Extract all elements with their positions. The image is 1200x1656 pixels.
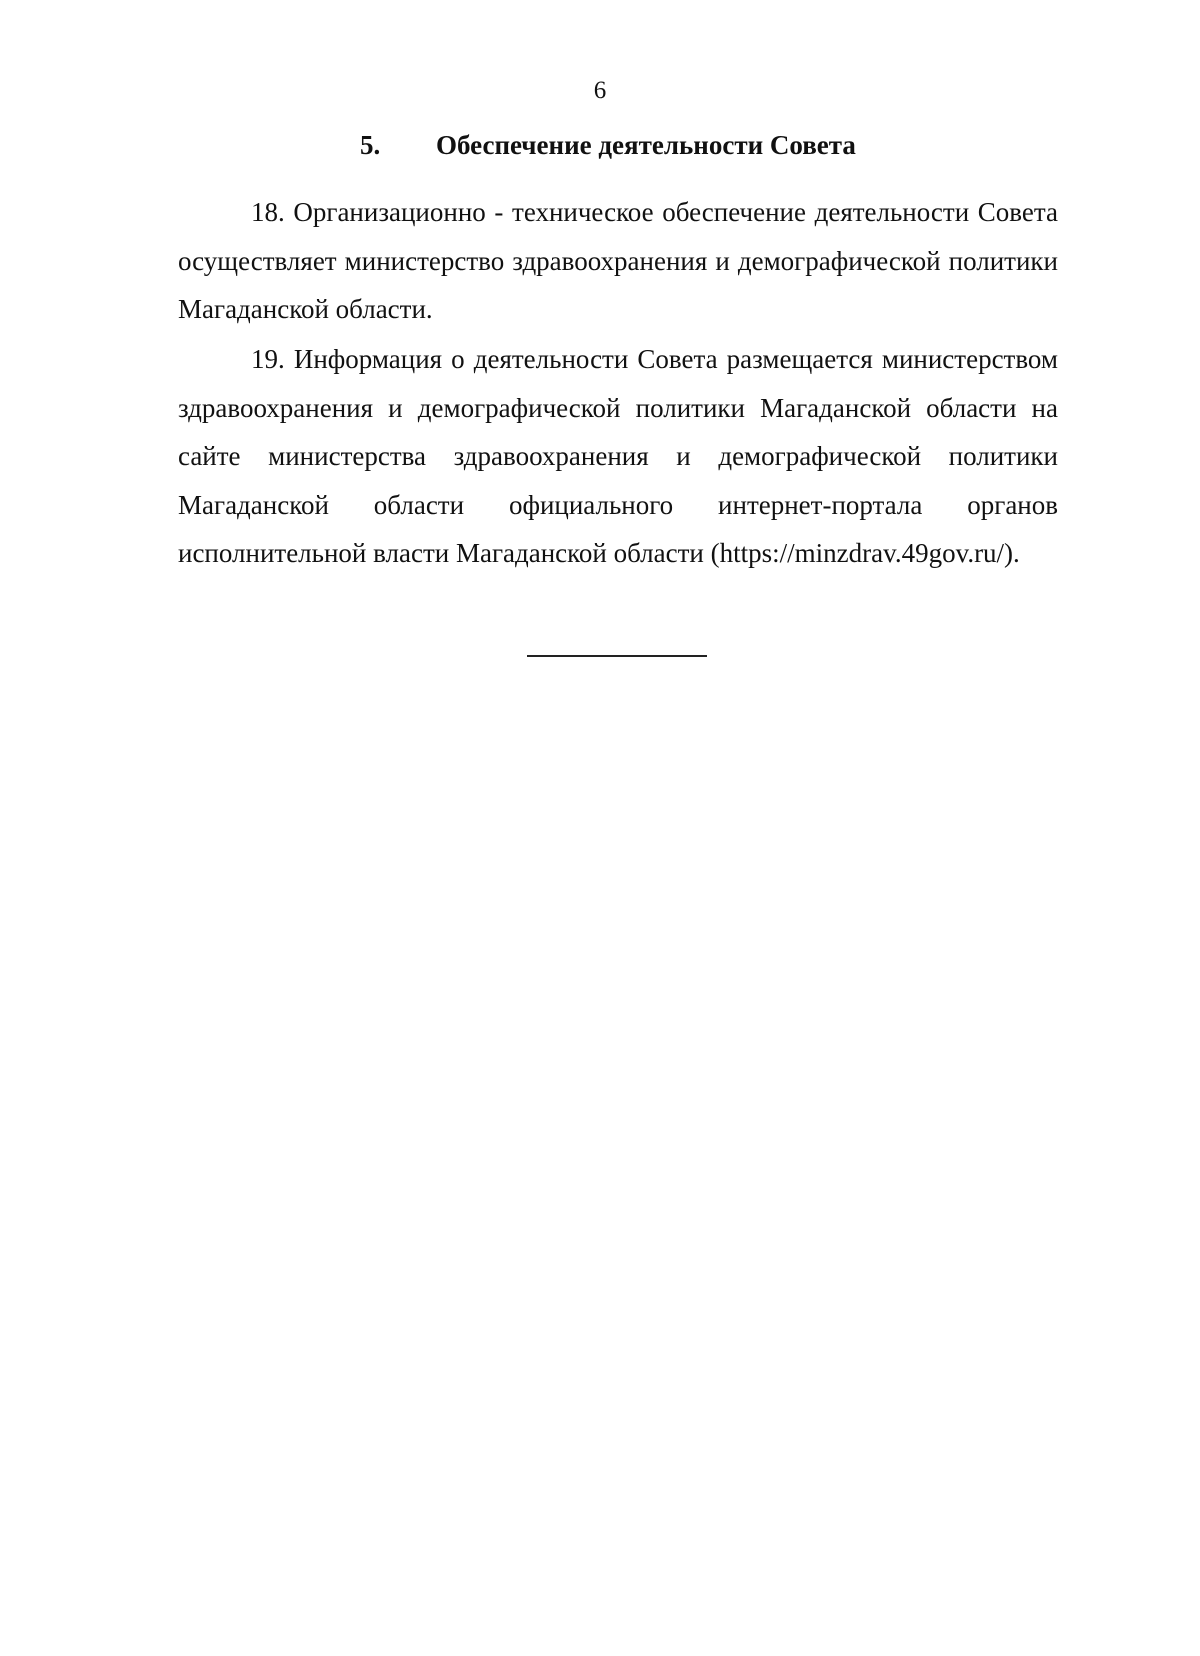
section-heading: [360, 128, 920, 162]
section-number: 5.: [360, 130, 381, 160]
paragraph-18: 18. Организационно - техническое обеспечение деятельности Совета осуществляет министерство здравоохранения и демографической политики Магаданской области.: [178, 197, 1058, 324]
paragraph-19: 19. Информация о деятельности Совета размещается министерством здравоохранения и демографической политики Магаданской области на сайте министерства здравоохранения и демографической политики Магаданской области официального интернет-портала органов исполнительной власти Магаданской области (https://minzdrav.49gov.ru/).: [178, 344, 1058, 568]
paragraph-19-block: [178, 335, 1058, 578]
end-divider: [527, 655, 707, 657]
paragraph-18-block: [178, 188, 1058, 334]
page-number: 6: [593, 77, 607, 104]
section-title: Обеспечение деятельности Совета: [436, 130, 856, 160]
